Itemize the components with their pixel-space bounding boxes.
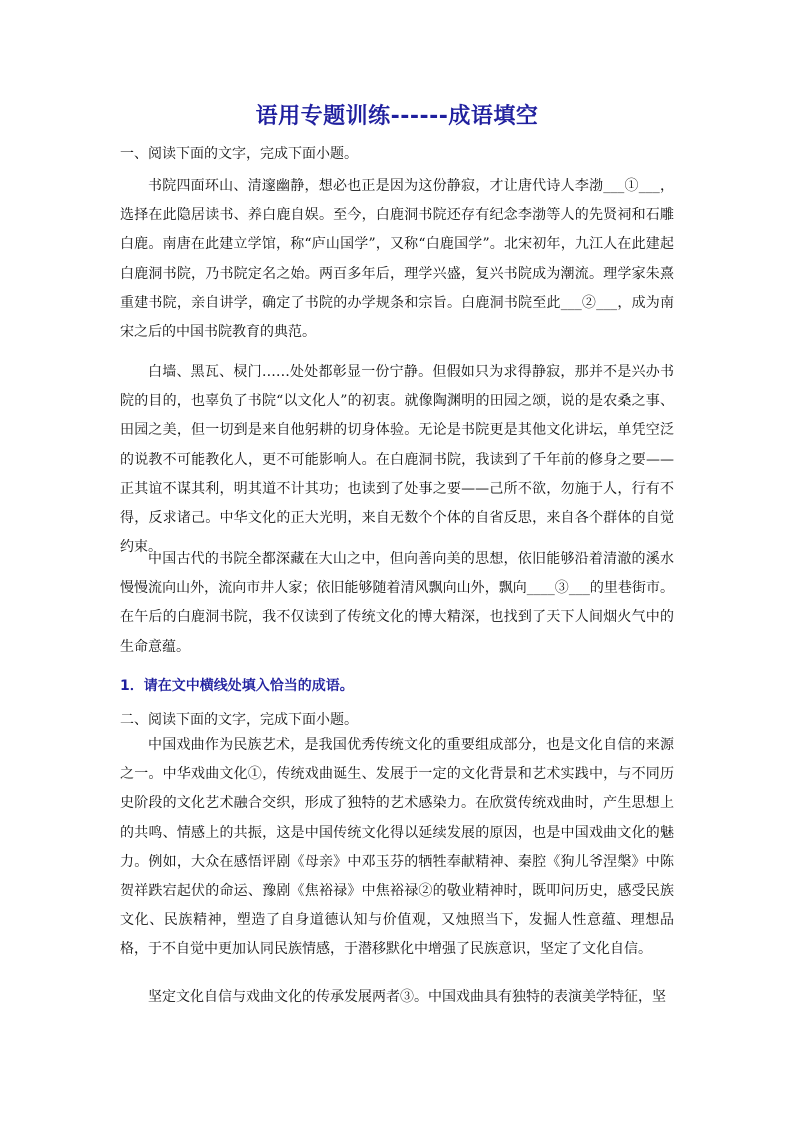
section-2-paragraph-2: 坚定文化自信与戏曲文化的传承发展两者③。中国戏曲具有独特的表演美学特征，坚 [148,989,666,1005]
page-title: 语用专题训练------成语填空 [255,104,539,129]
section-2-paragraph-1: 中国戏曲作为民族艺术，是我国优秀传统文化的重要组成部分，也是文化自信的来源之一。中华戏曲文化①，传统戏曲诞生、发展于一定的文化背景和艺术实践中，与不同历史阶段的文化艺术融合交织，形成了独特的艺术感染力。在欣赏传统戏曲时，产生思想上的共鸣、情感上的共振，这是中国传统文化得以延续发展的原因，也是中国戏曲文化的魅力。例如，大众在感悟评剧《母亲》中邓玉芬的牺牲奉献精神、秦腔《狗儿爷涅槃》中陈贺祥跌宕起伏的命运、豫剧《焦裕禄》中焦裕禄②的敬业精神时，既叩问历史，感受民族文化、民族精神，塑造了自身道德认知与价值观，又烛照当下，发掘人性意蕴、理想品格，于不自觉中更加认同民族情感，于潜移默化中增强了民族意识，坚定了文化自信。 [120,737,674,958]
section-1-heading: 一、阅读下面的文字，完成下面小题。 [120,146,358,162]
section-1-paragraph-2: 白墙、黑瓦、棂门……处处都彰显一份宁静。但假如只为求得静寂，那并不是兴办书院的目的，也辜负了书院“以文化人”的初衷。就像陶渊明的田园之颂，说的是农桑之事、田园之美，但一切到是来自他躬耕的切身体验。无论是书院更是其他文化讲坛，单凭空泛的说教不可能教化人，更不可能影响人。在白鹿洞书院，我读到了千年前的修身之要——正其谊不谋其利，明其道不计其功；也读到了处事之要——己所不欲，勿施于人，行有不得，反求诸己。中华文化的正大光明，来自无数个个体的自省反思，来自各个群体的自觉约束。 [120,364,674,556]
section-2-heading: 二、阅读下面的文字，完成下面小题。 [120,712,358,728]
section-1-paragraph-3: 中国古代的书院全都深藏在大山之中，但向善向美的思想，依旧能够沿着清澈的溪水慢慢流向山外，流向市井人家；依旧能够随着清风飘向山外，飘向____③___的里巷街市。在午后的白鹿洞书院，我不仅读到了传统文化的博大精深，也找到了天下人间烟火气中的生命意蕴。 [120,551,674,655]
question-1: 1．请在文中横线处填入恰当的成语。 [120,678,354,694]
section-1-paragraph-1: 书院四面环山、清邃幽静，想必也正是因为这份静寂，才让唐代诗人李渤___①___，选择在此隐居读书、养白鹿自娱。至今，白鹿洞书院还存有纪念李渤等人的先贤祠和石雕白鹿。南唐在此建立学馆，称“庐山国学”，又称“白鹿国学”。北宋初年，九江人在此建起白鹿洞书院，乃书院定名之始。两百多年后，理学兴盛，复兴书院成为潮流。理学家朱熹重建书院，亲自讲学，确定了书院的办学规条和宗旨。白鹿洞书院至此___②___，成为南宋之后的中国书院教育的典范。 [120,178,674,341]
